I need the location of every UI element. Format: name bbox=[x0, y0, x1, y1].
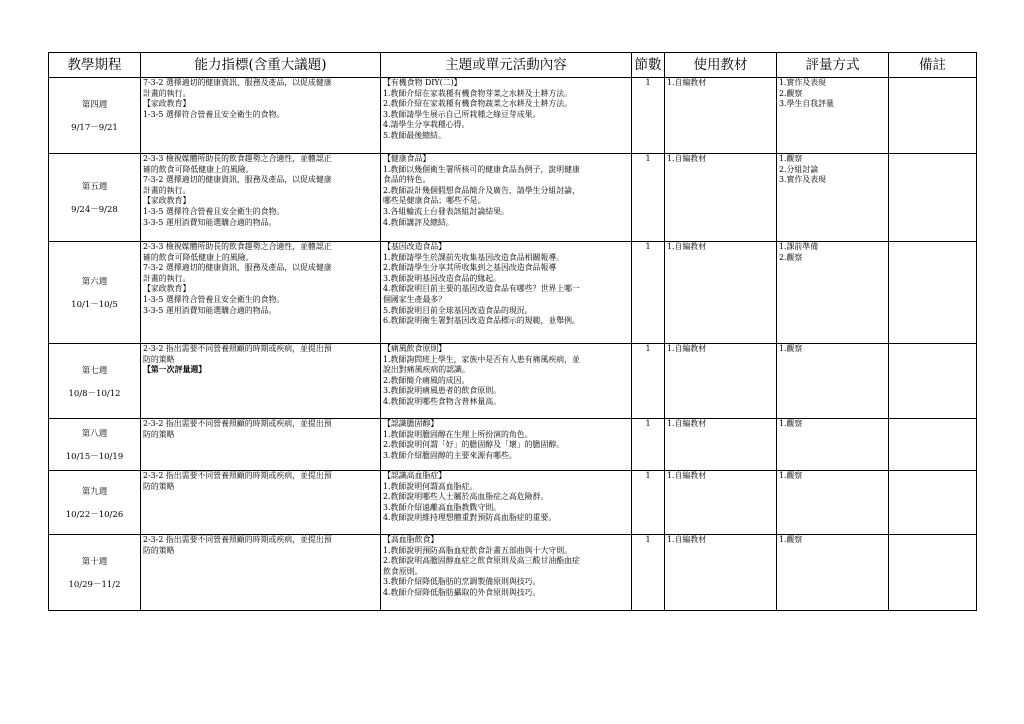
indicator-cell-line: 防的策略 bbox=[143, 354, 175, 364]
header-row bbox=[49, 53, 977, 78]
assessment-cell bbox=[777, 535, 889, 611]
week-label: 第六週 bbox=[81, 277, 108, 287]
session-count: 1 bbox=[632, 535, 665, 611]
indicator-cell-line: 1-3-5 選擇符合營養且安全衛生的食物。 bbox=[143, 109, 285, 119]
activity-cell-line: 4.教師說明目前主要的基因改造食品有哪些？世界上哪一 bbox=[383, 284, 580, 294]
activity-cell-line: 3.教師請學生展示自己所栽種之綠豆芽成果。 bbox=[383, 109, 541, 119]
assessment-cell-line: 1.課前準備 bbox=[779, 242, 819, 251]
week-cell bbox=[49, 78, 141, 154]
indicator-cell-line: 7-3-2 選擇適切的健康資訊、服務及產品，以促成健康 bbox=[143, 78, 332, 87]
assessment-cell-line: 1.實作及表現 bbox=[779, 78, 826, 87]
table-row bbox=[49, 471, 977, 535]
remarks-cell bbox=[889, 344, 977, 419]
header-remarks: 備註 bbox=[889, 53, 977, 78]
activity-cell-line: 4.教師講評及總結。 bbox=[383, 217, 454, 227]
week-dates: 10/8－10/12 bbox=[68, 388, 121, 399]
indicator-cell-line: 確的飲食可降低健康上的風險。 bbox=[143, 164, 254, 174]
indicator-cell bbox=[141, 419, 381, 471]
indicator-cell bbox=[141, 344, 381, 419]
table-body bbox=[49, 78, 977, 611]
activity-cell-line: 3.教師介紹遠離高血脂教戰守則。 bbox=[383, 502, 501, 512]
material-cell bbox=[665, 535, 777, 611]
activity-cell-line: 哪些是健康食品；哪些不是。 bbox=[383, 196, 486, 206]
table-row bbox=[49, 242, 977, 344]
activity-cell-line: 【有機食物 DIY(二)】 bbox=[383, 78, 462, 87]
assessment-cell bbox=[777, 471, 889, 535]
indicator-cell bbox=[141, 78, 381, 154]
session-count: 1 bbox=[632, 154, 665, 242]
activity-cell-line: 1.教師介紹在家栽種有機食物芽菜之水耕及土耕方法。 bbox=[383, 88, 573, 98]
activity-cell bbox=[381, 419, 632, 471]
indicator-cell-line: 3-3-5 運用消費知能選購合適的物品。 bbox=[143, 305, 277, 315]
activity-cell-line: 【認識高血脂症】 bbox=[383, 471, 447, 480]
indicator-cell-line: 計畫的執行。 bbox=[143, 185, 191, 195]
activity-cell-line: 2.教師介紹在家栽種有機食物蔬菜之水耕及土耕方法。 bbox=[383, 99, 573, 109]
indicator-cell-line: 計畫的執行。 bbox=[143, 88, 191, 98]
activity-cell-line: 2.教師說明何謂「好」的膽固醇及「壞」的膽固醇。 bbox=[383, 440, 565, 450]
activity-cell-line: 2.教師簡介痛風的成因。 bbox=[383, 375, 470, 385]
week-dates: 10/1－10/5 bbox=[71, 300, 118, 310]
header-activities: 主題或單元活動內容 bbox=[381, 53, 632, 78]
activity-cell-line: 4.教師介紹降低脂肪攝取的外食原則與技巧。 bbox=[383, 587, 541, 597]
table-row bbox=[49, 78, 977, 154]
indicator-cell bbox=[141, 242, 381, 344]
week-cell bbox=[49, 419, 141, 471]
table-row bbox=[49, 535, 977, 611]
indicator-cell-line: 【家政教育】 bbox=[143, 284, 191, 294]
activity-cell-line: 1.教師詢問班上學生，家族中是否有人患有痛風疾病，並 bbox=[383, 354, 580, 364]
week-dates: 9/17－9/21 bbox=[71, 123, 118, 133]
material-cell-line: 1.自編教材 bbox=[667, 419, 707, 428]
activity-cell-line: 4.請學生分享栽種心得。 bbox=[383, 120, 470, 130]
material-cell-line: 1.自編教材 bbox=[667, 344, 707, 353]
activity-cell-line: 2.教師設計幾個假想食品簡介及廣告，請學生分組討論， bbox=[383, 185, 580, 195]
indicator-cell-line: 7-3-2 選擇適切的健康資訊、服務及產品，以促成健康 bbox=[143, 263, 332, 273]
indicator-cell-line: 【第一次評量週】 bbox=[143, 365, 207, 375]
week-dates: 10/29－11/2 bbox=[68, 580, 121, 590]
week-label: 第九週 bbox=[81, 487, 108, 497]
activity-cell bbox=[381, 78, 632, 154]
week-label: 第八週 bbox=[81, 429, 108, 439]
assessment-cell-line: 2.分組討論 bbox=[779, 164, 819, 174]
week-label: 第十週 bbox=[81, 557, 108, 567]
remarks-cell bbox=[889, 471, 977, 535]
week-dates: 10/15－10/19 bbox=[65, 452, 124, 462]
activity-cell-line: 4.教師說明維持理想體重對預防高血脂症的重要。 bbox=[383, 513, 557, 523]
week-cell bbox=[49, 471, 141, 535]
activity-cell bbox=[381, 535, 632, 611]
activity-cell-line: 2.教師說明哪些人士屬於高血脂症之高危險群。 bbox=[383, 492, 549, 502]
indicator-cell-line: 計畫的執行。 bbox=[143, 273, 191, 283]
activity-cell-line: 3.教師介紹膽固醇的主要來源有哪些。 bbox=[383, 450, 517, 460]
activity-cell-line: 【高血脂飲食】 bbox=[383, 535, 439, 544]
activity-cell-line: 【認識膽固醇】 bbox=[383, 419, 439, 428]
indicator-cell-line: 防的策略 bbox=[143, 481, 175, 491]
header-materials: 使用教材 bbox=[665, 53, 777, 78]
activity-cell-line: 3.教師說明痛風患者的飲食原則。 bbox=[383, 386, 501, 396]
remarks-cell bbox=[889, 419, 977, 471]
activity-cell-line: 1.教師以幾個衛生署所核可的健康食品為例子，說明健康 bbox=[383, 164, 580, 174]
remarks-cell bbox=[889, 242, 977, 344]
remarks-cell bbox=[889, 535, 977, 611]
activity-cell bbox=[381, 154, 632, 242]
assessment-cell-line: 1.觀察 bbox=[779, 344, 803, 353]
activity-cell-line: 飲食原則。 bbox=[383, 566, 423, 576]
week-label: 第七週 bbox=[81, 365, 108, 376]
material-cell-line: 1.自編教材 bbox=[667, 78, 707, 87]
material-cell-line: 1.自編教材 bbox=[667, 154, 707, 163]
assessment-cell bbox=[777, 78, 889, 154]
remarks-cell bbox=[889, 78, 977, 154]
activity-cell-line: 3.各組輪流上台發表該組討論結果。 bbox=[383, 206, 509, 216]
material-cell-line: 1.自編教材 bbox=[667, 535, 707, 544]
assessment-cell-line: 1.觀察 bbox=[779, 535, 803, 544]
week-dates: 10/22－10/26 bbox=[65, 510, 124, 520]
activity-cell-line: 說出對痛風疾病的認識。 bbox=[383, 365, 470, 375]
activity-cell-line: 食品的特色。 bbox=[383, 175, 431, 185]
indicator-cell bbox=[141, 154, 381, 242]
material-cell bbox=[665, 419, 777, 471]
table-row bbox=[49, 344, 977, 419]
assessment-cell-line: 2.觀察 bbox=[779, 88, 803, 98]
header-schedule: 教學期程 bbox=[49, 53, 141, 78]
activity-cell bbox=[381, 242, 632, 344]
indicator-cell-line: 【家政教育】 bbox=[143, 99, 191, 109]
table-row bbox=[49, 154, 977, 242]
activity-cell-line: 5.教師最後總結。 bbox=[383, 130, 446, 140]
activity-cell-line: 4.教師說明哪些食物含普林量高。 bbox=[383, 396, 501, 406]
session-count: 1 bbox=[632, 344, 665, 419]
assessment-cell-line: 2.觀察 bbox=[779, 252, 803, 262]
indicator-cell-line: 3-3-5 運用消費知能選購合適的物品。 bbox=[143, 217, 277, 227]
material-cell bbox=[665, 344, 777, 419]
activity-cell-line: 3.教師說明基因改造食品的緣起。 bbox=[383, 273, 501, 283]
material-cell bbox=[665, 154, 777, 242]
indicator-cell-line: 2-3-3 檢視媒體所助長的飲食趨勢之合適性，並體認正 bbox=[143, 154, 332, 163]
activity-cell bbox=[381, 471, 632, 535]
indicator-cell-line: 2-3-2 指出需要不同營養照顧的時期或疾病，並提出預 bbox=[143, 344, 332, 353]
activity-cell-line: 【痛風飲食原則】 bbox=[383, 344, 447, 353]
activity-cell-line: 2.教師請學生分享其所收集到之基因改造食品報導 bbox=[383, 263, 557, 273]
assessment-cell bbox=[777, 419, 889, 471]
header-assessment: 評量方式 bbox=[777, 53, 889, 78]
activity-cell bbox=[381, 344, 632, 419]
activity-cell-line: 3.教師介紹降低脂肪的烹調製備原則與技巧。 bbox=[383, 577, 541, 587]
session-count: 1 bbox=[632, 242, 665, 344]
activity-cell-line: 1.教師請學生於課前先收集基因改造食品相關報導。 bbox=[383, 252, 565, 262]
assessment-cell-line: 1.觀察 bbox=[779, 419, 803, 428]
assessment-cell-line: 1.觀察 bbox=[779, 471, 803, 480]
assessment-cell bbox=[777, 154, 889, 242]
indicator-cell-line: 防的策略 bbox=[143, 429, 175, 439]
table-row bbox=[49, 419, 977, 471]
indicator-cell-line: 1-3-5 選擇符合營養且安全衛生的食物。 bbox=[143, 206, 285, 216]
activity-cell-line: 6.教師說明衛生署對基因改造食品標示的規範，並舉例。 bbox=[383, 316, 580, 326]
material-cell bbox=[665, 471, 777, 535]
indicator-cell-line: 防的策略 bbox=[143, 545, 175, 555]
material-cell-line: 1.自編教材 bbox=[667, 242, 707, 251]
activity-cell-line: 個國家生產最多？ bbox=[383, 294, 447, 304]
material-cell-line: 1.自編教材 bbox=[667, 471, 707, 480]
header-sessions: 節數 bbox=[632, 53, 665, 78]
assessment-cell-line: 3.學生自我評量 bbox=[779, 99, 834, 109]
indicator-cell bbox=[141, 535, 381, 611]
indicator-cell bbox=[141, 471, 381, 535]
activity-cell-line: 【基因改造食品】 bbox=[383, 242, 447, 251]
material-cell bbox=[665, 78, 777, 154]
week-cell bbox=[49, 242, 141, 344]
week-cell bbox=[49, 344, 141, 419]
activity-cell-line: 1.教師說明預防高脂血症飲食計畫五部曲與十大守則。 bbox=[383, 545, 573, 555]
week-label: 第五週 bbox=[81, 182, 108, 192]
remarks-cell bbox=[889, 154, 977, 242]
indicator-cell-line: 2-3-3 檢視媒體所助長的飲食趨勢之合適性，並體認正 bbox=[143, 242, 332, 251]
activity-cell-line: 5.教師說明目前全球基因改造食品的現況。 bbox=[383, 305, 533, 315]
week-dates: 9/24－9/28 bbox=[71, 205, 118, 215]
indicator-cell-line: 7-3-2 選擇適切的健康資訊、服務及產品，以促成健康 bbox=[143, 175, 332, 185]
week-cell bbox=[49, 535, 141, 611]
activity-cell-line: 1.教師說明膽固醇在生理上所扮演的角色。 bbox=[383, 429, 533, 439]
activity-cell-line: 1.教師說明何謂高血脂症。 bbox=[383, 481, 478, 491]
indicator-cell-line: 確的飲食可降低健康上的風險。 bbox=[143, 252, 254, 262]
indicator-cell-line: 【家政教育】 bbox=[143, 196, 191, 206]
assessment-cell bbox=[777, 344, 889, 419]
assessment-cell-line: 1.觀察 bbox=[779, 154, 803, 163]
week-label: 第四週 bbox=[81, 100, 108, 110]
header-indicators: 能力指標(含重大議題) bbox=[141, 53, 381, 78]
session-count: 1 bbox=[632, 419, 665, 471]
indicator-cell-line: 2-3-2 指出需要不同營養照顧的時期或疾病，並提出預 bbox=[143, 471, 332, 480]
session-count: 1 bbox=[632, 78, 665, 154]
indicator-cell-line: 1-3-5 選擇符合營養且安全衛生的食物。 bbox=[143, 294, 285, 304]
activity-cell-line: 【健康食品】 bbox=[383, 154, 431, 163]
week-cell bbox=[49, 154, 141, 242]
material-cell bbox=[665, 242, 777, 344]
lesson-plan-table bbox=[48, 52, 977, 611]
activity-cell-line: 2.教師說明高膽固醇血症之飲食原則及高三酸甘油酯血症 bbox=[383, 556, 580, 566]
session-count: 1 bbox=[632, 471, 665, 535]
indicator-cell-line: 2-3-2 指出需要不同營養照顧的時期或疾病，並提出預 bbox=[143, 419, 332, 428]
assessment-cell bbox=[777, 242, 889, 344]
indicator-cell-line: 2-3-2 指出需要不同營養照顧的時期或疾病，並提出預 bbox=[143, 535, 332, 544]
assessment-cell-line: 3.實作及表現 bbox=[779, 175, 826, 185]
